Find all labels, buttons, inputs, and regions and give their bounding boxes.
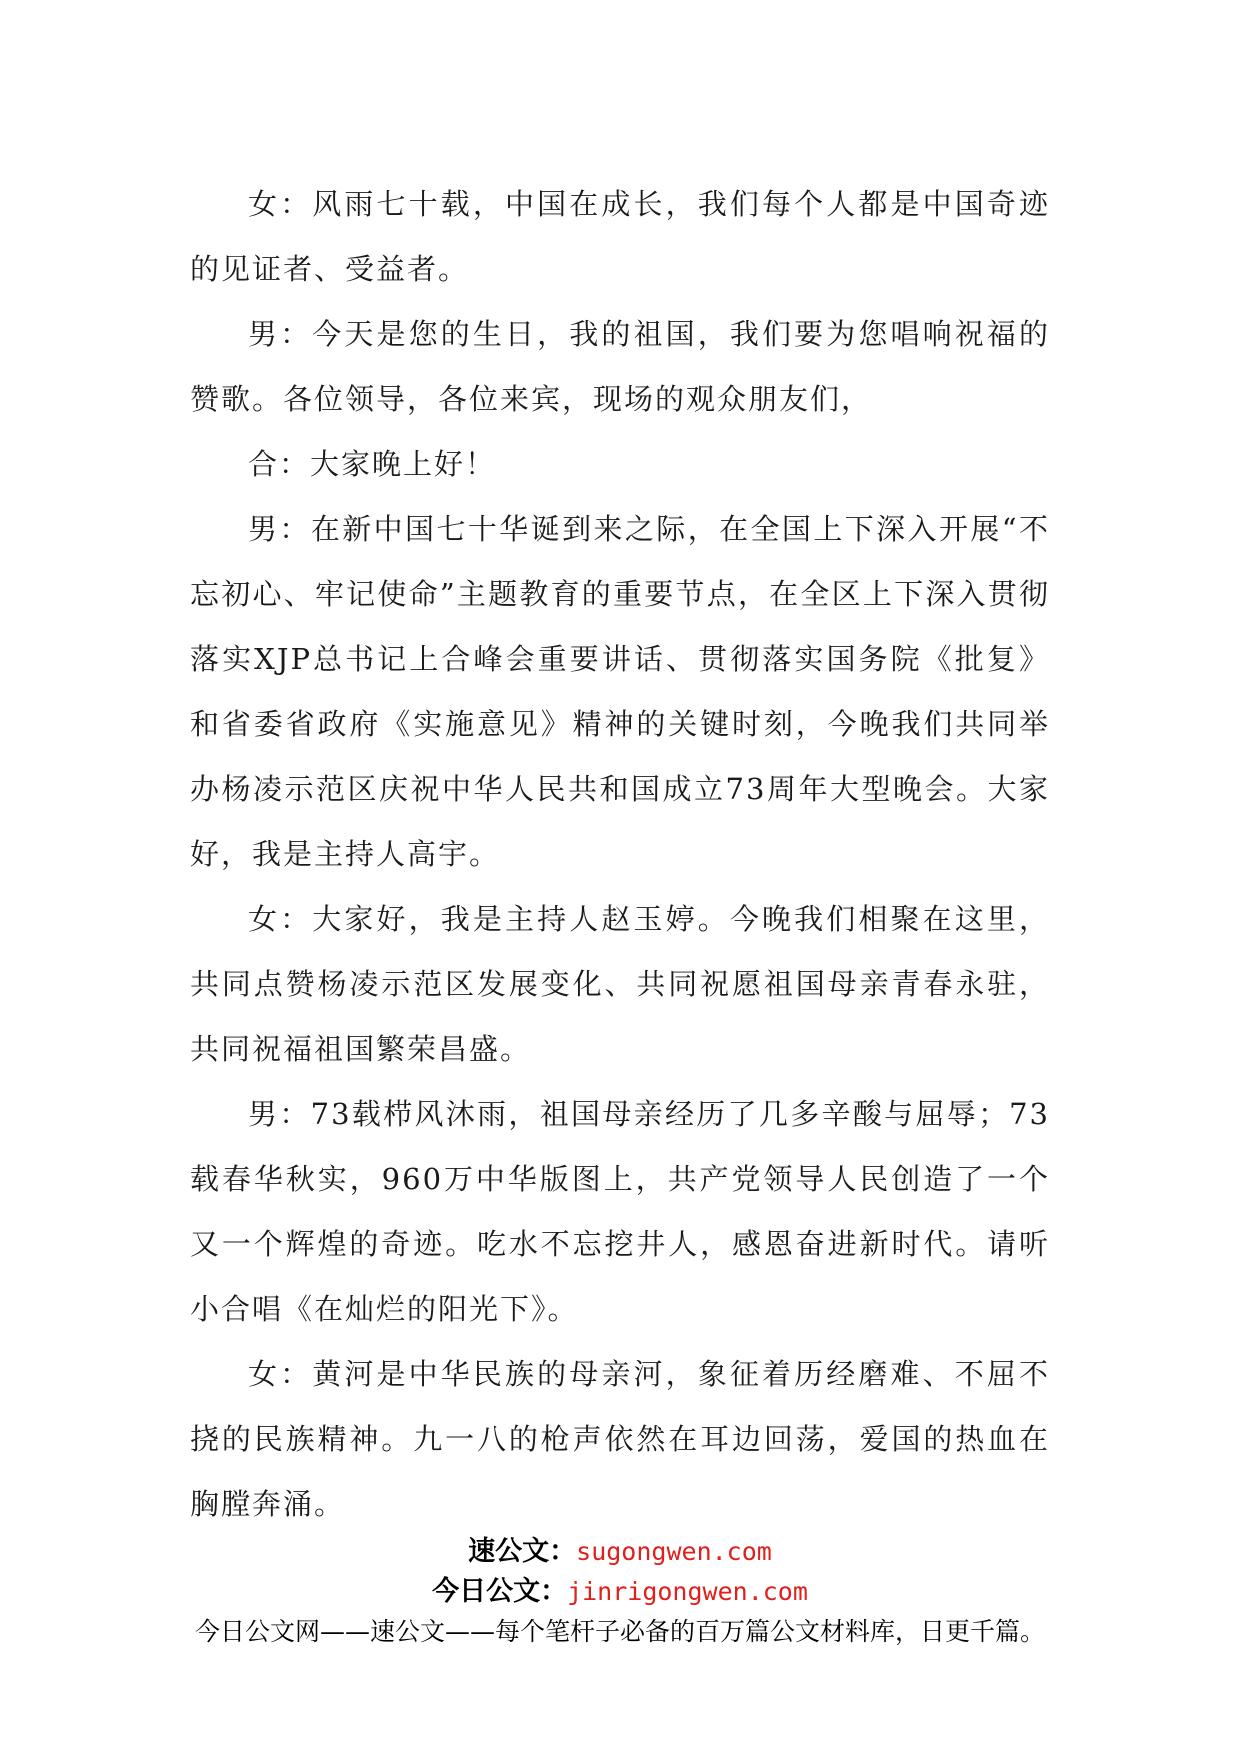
footer-slogan: 今日公文网——速公文——每个笔杆子必备的百万篇公文材料库，日更千篇。 bbox=[194, 1617, 1045, 1646]
paragraph-5: 女：大家好，我是主持人赵玉婷。今晚我们相聚在这里，共同点赞杨凌示范区发展变化、共同祝愿祖国母亲青春永驻，共同祝福祖国繁荣昌盛。 bbox=[190, 902, 1050, 1066]
footer-line-jinrigongwen bbox=[0, 1572, 1240, 1612]
paragraph-4: 男：在新中国七十华诞到来之际，在全国上下深入开展“不忘初心、牢记使命”主题教育的重要节点，在全区上下深入贯彻落实XJP总书记上合峰会重要讲话、贯彻落实国务院《批复》和省委省政府《实施意见》精神的关键时刻，今晚我们共同举办杨凌示范区庆祝中华人民共和国成立73周年大型晚会。大家好，我是主持人高宇。 bbox=[190, 512, 1050, 871]
paragraph-1: 女：风雨七十载，中国在成长，我们每个人都是中国奇迹的见证者、受益者。 bbox=[190, 187, 1050, 286]
footer bbox=[0, 1532, 1240, 1652]
footer-label-sugongwen: 速公文： bbox=[468, 1536, 577, 1567]
paragraph-6: 男：73载栉风沐雨，祖国母亲经历了几多辛酸与屈辱；73载春华秋实，960万中华版图上，共产党领导人民创造了一个又一个辉煌的奇迹。吃水不忘挖井人，感恩奋进新时代。请听小合唱《在灿烂的阳光下》。 bbox=[190, 1097, 1050, 1326]
paragraph-7: 女：黄河是中华民族的母亲河，象征着历经磨难、不屈不挠的民族精神。九一八的枪声依然在耳边回荡，爱国的热血在胸膛奔涌。 bbox=[190, 1357, 1050, 1521]
document-body bbox=[190, 172, 1050, 1537]
paragraph-2: 男：今天是您的生日，我的祖国，我们要为您唱响祝福的赞歌。各位领导，各位来宾，现场的观众朋友们， bbox=[190, 317, 1050, 416]
footer-line-sugongwen bbox=[0, 1532, 1240, 1572]
footer-label-jinrigongwen: 今日公文： bbox=[432, 1576, 568, 1607]
paragraph-3: 合：大家晚上好！ bbox=[248, 447, 497, 481]
footer-link-jinrigongwen[interactable]: jinrigongwen.com bbox=[567, 1577, 808, 1606]
footer-link-sugongwen[interactable]: sugongwen.com bbox=[576, 1537, 772, 1566]
